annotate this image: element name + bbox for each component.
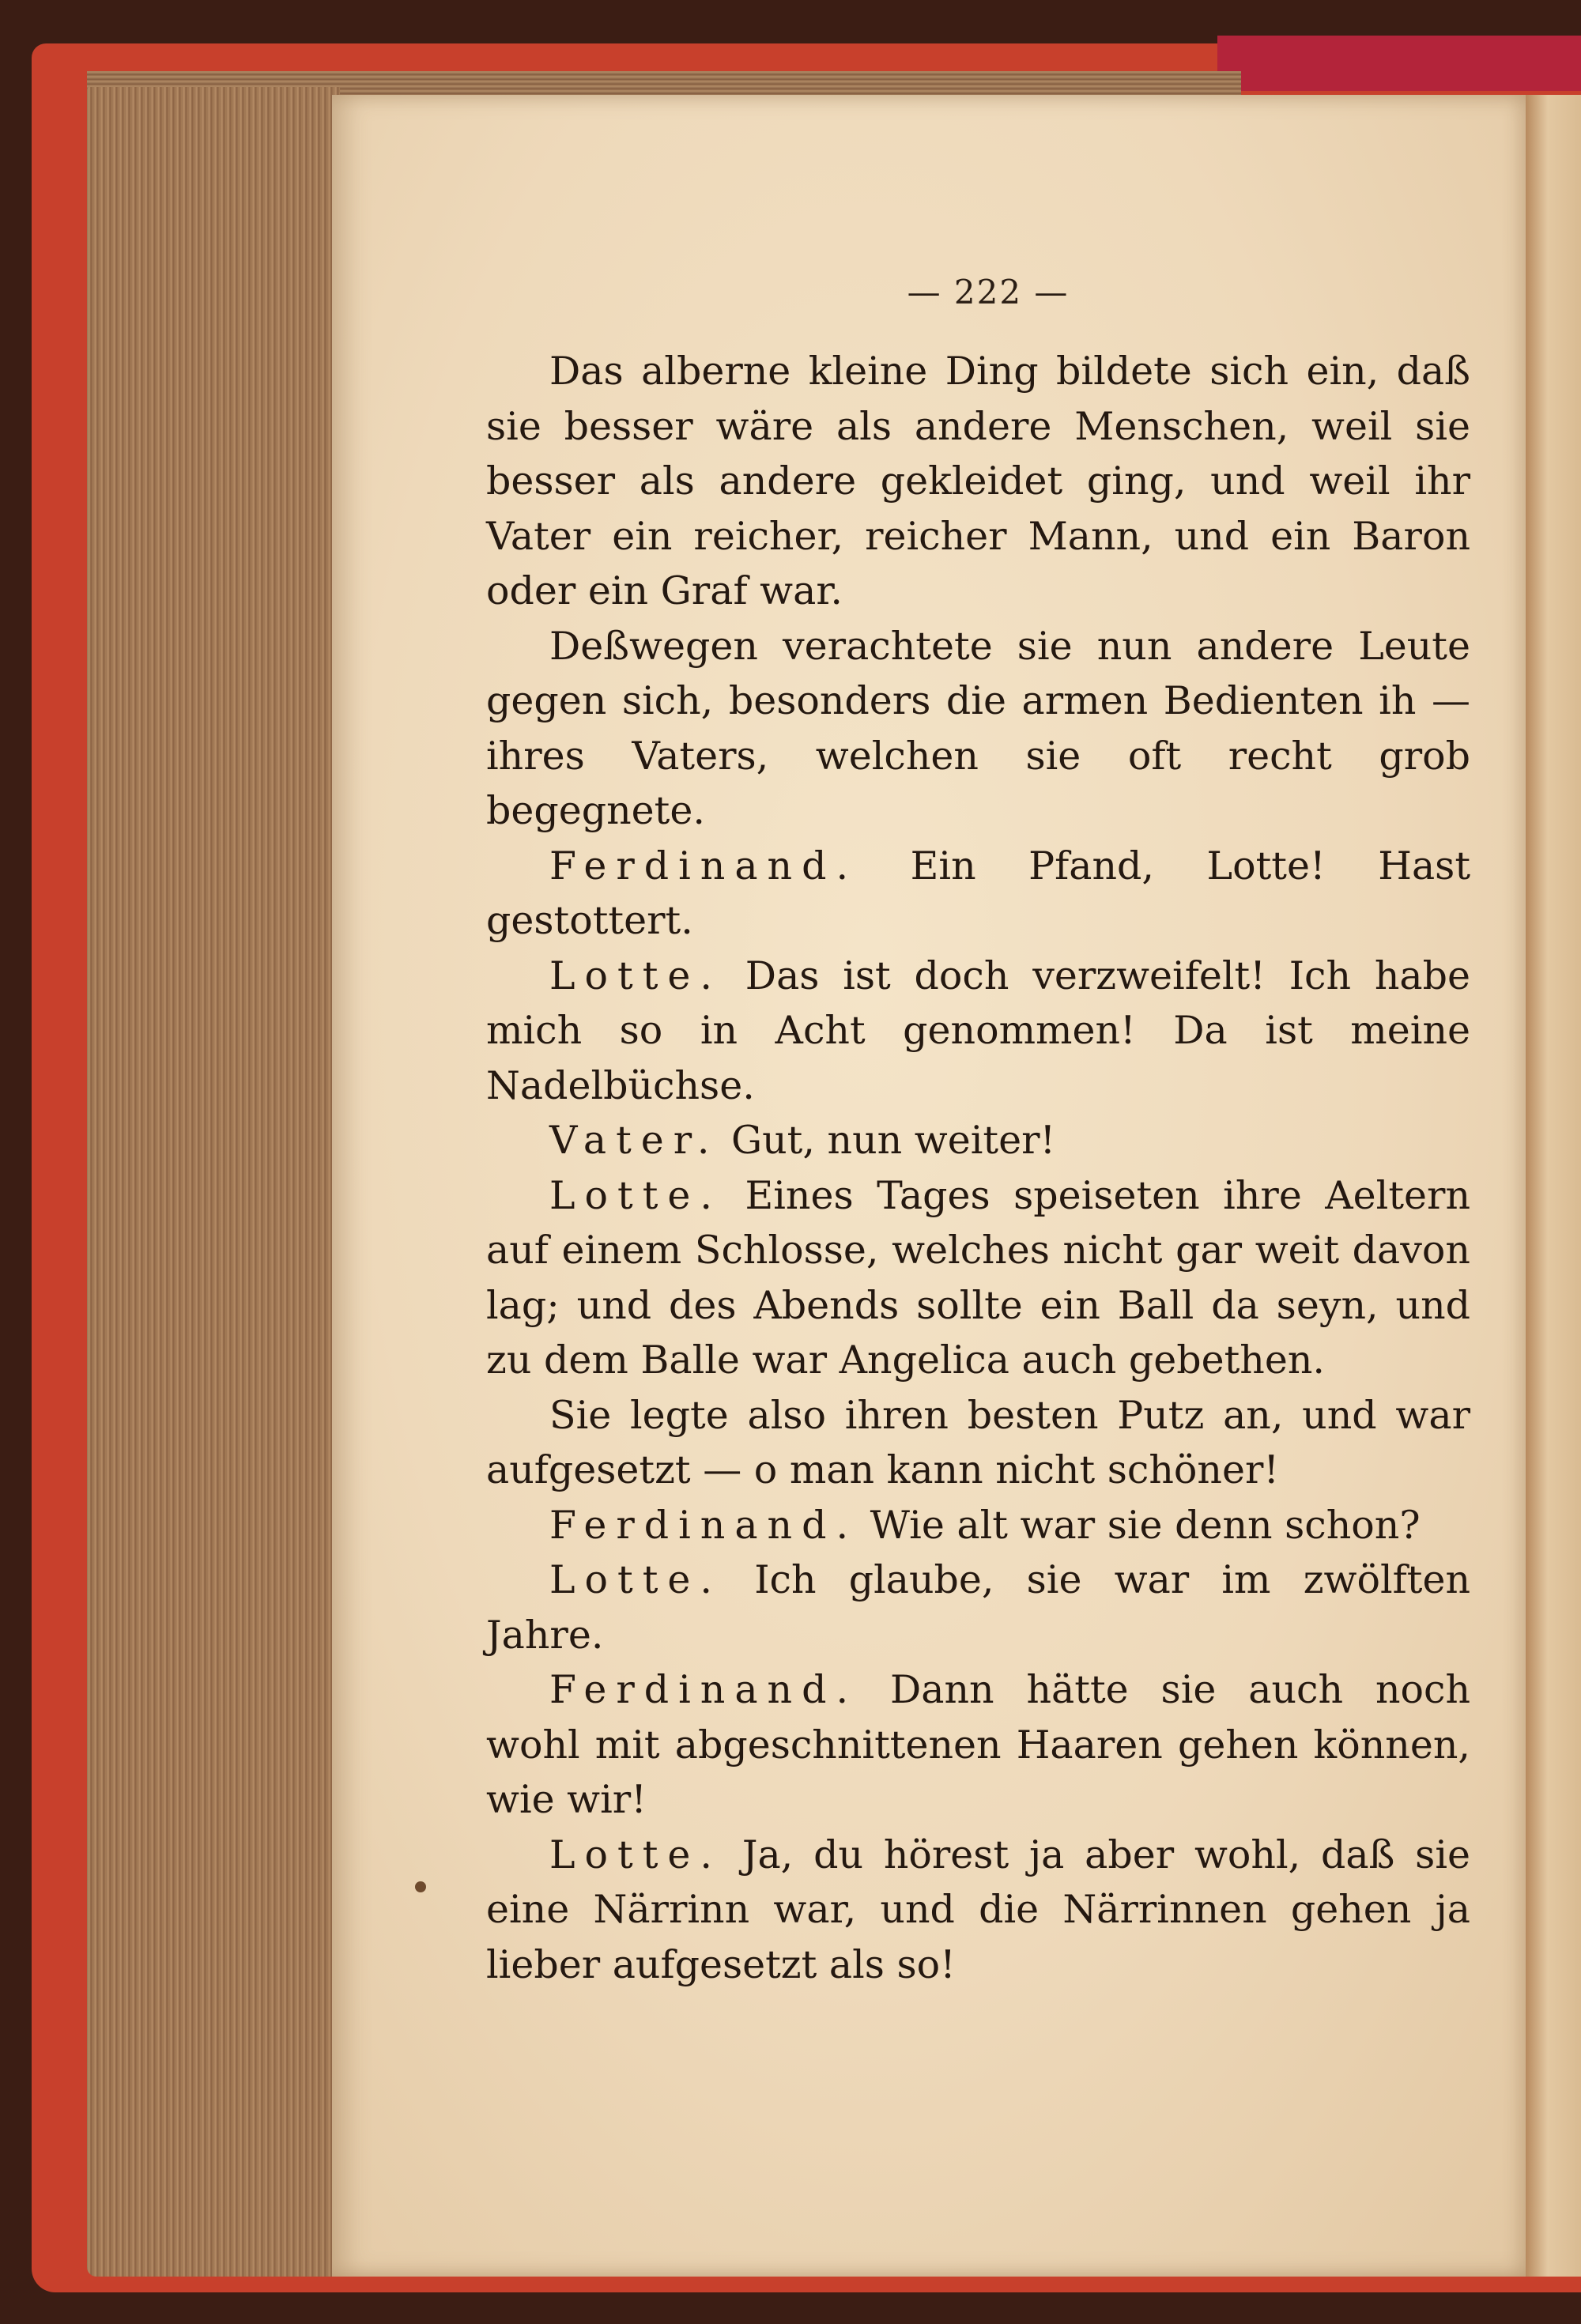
paragraph-text: Ein Pfand, Lotte! Hast gestottert. [486, 843, 1471, 943]
paragraph-text: Sie legte also ihren besten Putz an, und war aufgesetzt — o man kann nicht schöner! [486, 1392, 1470, 1492]
paragraph [486, 1552, 1470, 1662]
paragraph [486, 1168, 1470, 1388]
paragraph-text: Deßwegen verachtete sie nun andere Leute gegen sich, besonders die armen Bedienten ih — ihres Vaters, welchen sie oft recht grob begegnete. [486, 623, 1470, 833]
page-text [486, 344, 1470, 1992]
paragraph-text: Das alberne kleine Ding bildete sich ein, daß sie besser wäre als andere Menschen, weil sie besser als andere gekleidet ging, und weil ihr Vater ein reicher, reicher Mann, und ein Baron oder ein Graf war. [486, 349, 1470, 613]
paragraph [486, 949, 1470, 1114]
paragraph-text: Ja, du hörest ja aber wohl, daß sie eine Närrinn war, und die Närrinnen gehen ja lieber aufgesetzt als so! [486, 1832, 1470, 1987]
paragraph [486, 839, 1470, 949]
paragraph-text: Eines Tages speiseten ihre Aeltern auf einem Schlosse, welches nicht gar weit davon lag; und des Abends sollte ein Ball da seyn, und zu dem Balle war Angelica auch gebethen. [486, 1172, 1471, 1383]
speaker-name: Ferdinand. [549, 1667, 858, 1712]
paragraph [486, 344, 1470, 619]
paragraph-text: Das ist doch verzweifelt! Ich habe mich so in Acht genommen! Da ist meine Nadelbüchse. [486, 953, 1470, 1108]
paragraph-text: Ich glaube, sie war im zwölften Jahre. [486, 1557, 1471, 1658]
paragraph [486, 1662, 1470, 1828]
speaker-name: Lotte. [549, 1557, 722, 1602]
paragraph [486, 1388, 1470, 1498]
speaker-name: Lotte. [549, 953, 722, 998]
ink-spot [415, 1881, 426, 1892]
speaker-name: Lotte. [549, 1832, 722, 1877]
facing-page-edge [1526, 95, 1581, 2277]
speaker-name: Lotte. [549, 1172, 722, 1218]
speaker-name: Ferdinand. [549, 843, 858, 888]
paragraph [486, 1498, 1470, 1553]
paragraph [486, 1828, 1470, 1993]
paragraph [486, 619, 1470, 839]
paragraph-text: Gut, nun weiter! [730, 1118, 1056, 1163]
speaker-name: Ferdinand. [549, 1502, 858, 1548]
page-stack-edge [87, 87, 340, 2277]
paragraph-text: Dann hätte sie auch noch wohl mit abgeschnittenen Haaren gehen können, wie wir! [486, 1667, 1470, 1822]
paragraph [486, 1113, 1470, 1168]
speaker-name: Vater. [549, 1118, 719, 1163]
page-number: — 222 — [907, 273, 1070, 311]
bookmark-ribbon [1217, 36, 1581, 91]
paragraph-text: Wie alt war sie denn schon? [870, 1502, 1421, 1548]
